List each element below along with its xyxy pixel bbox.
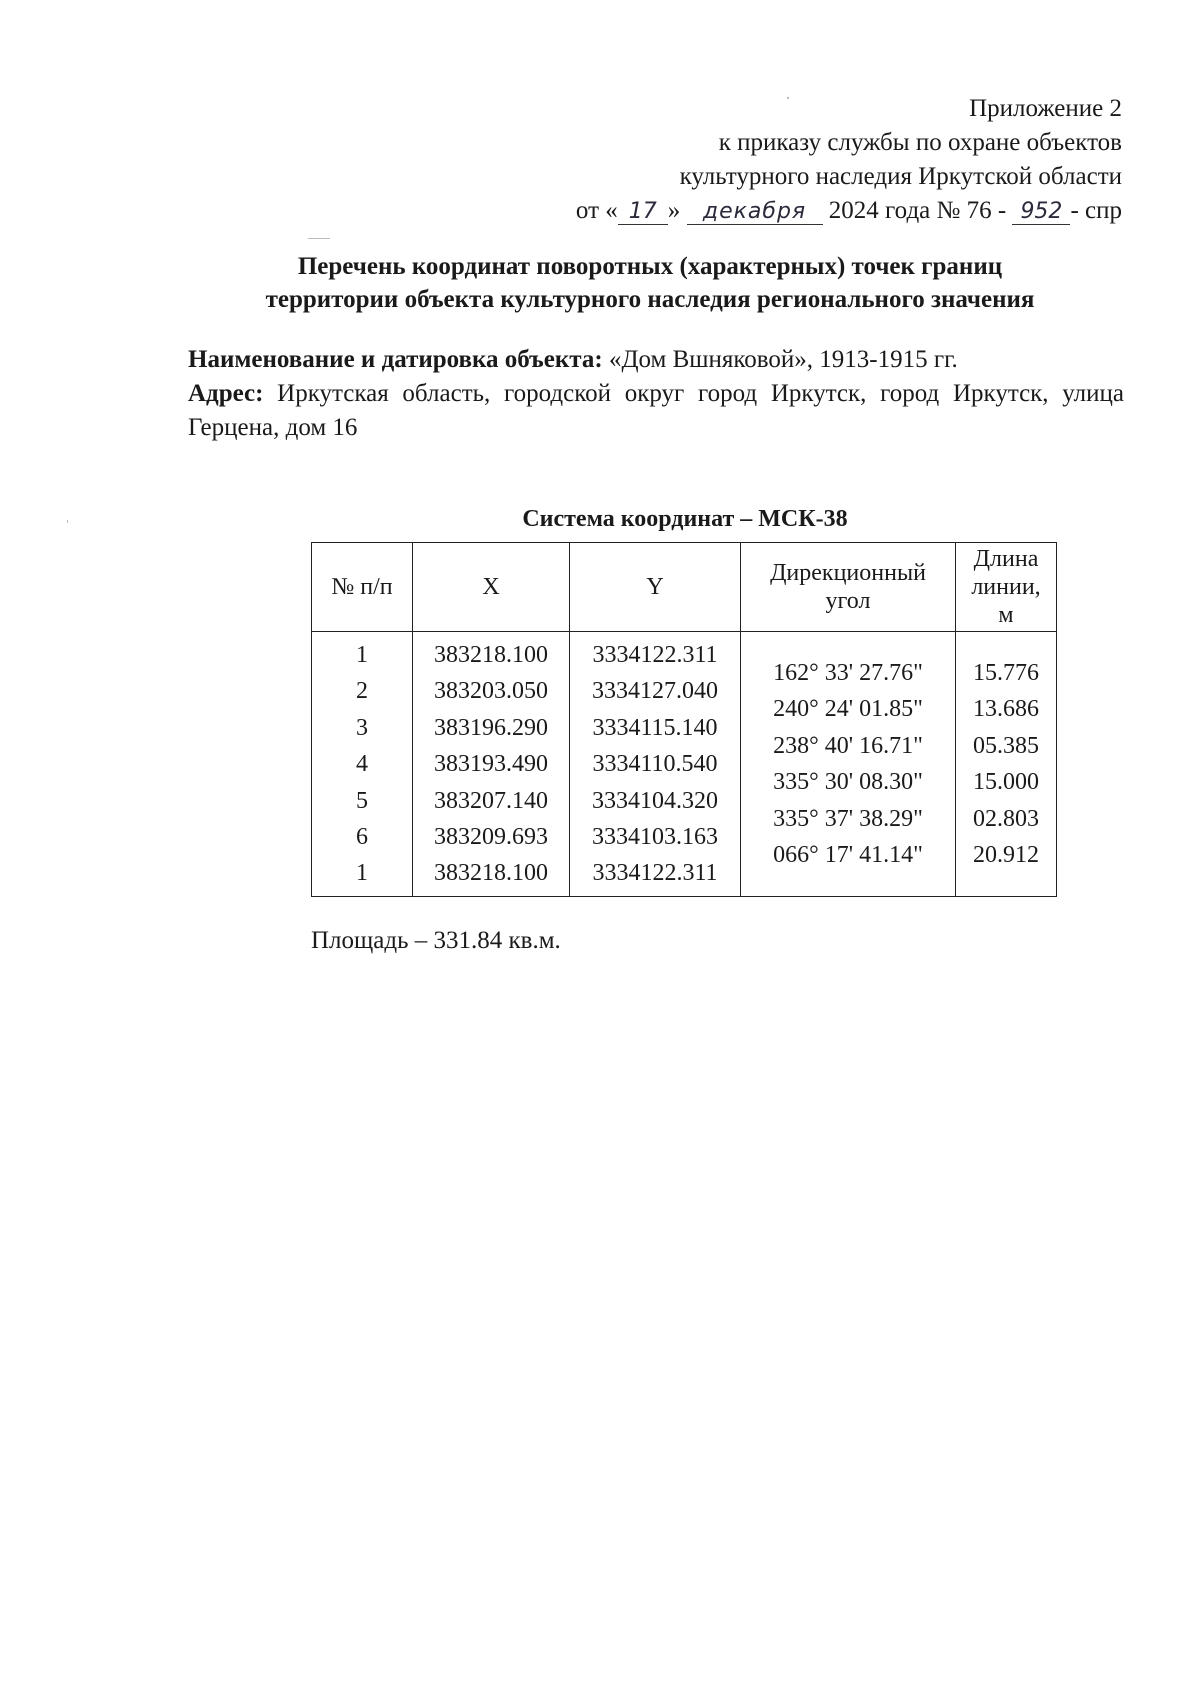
- order-suffix: - спр: [1070, 197, 1122, 224]
- point-number-cell: 4: [356, 751, 368, 778]
- object-address-line: [188, 377, 1124, 445]
- column-length: [956, 632, 1057, 897]
- point-x-cell: 383218.100: [434, 642, 548, 668]
- line-length-cell: 15.776: [973, 660, 1039, 686]
- point-y-cell: 3334127.040: [592, 678, 718, 705]
- line-length-cell: 20.912: [973, 841, 1039, 868]
- direction-angle-cell: 162° 33' 27.76": [773, 660, 923, 686]
- direction-angle-cell: 238° 40' 16.71": [773, 732, 923, 759]
- point-number-cell: 6: [356, 823, 368, 850]
- column-number: [312, 632, 413, 897]
- point-x-cell: 383193.490: [434, 751, 548, 778]
- title-line-2: территории объекта культурного наследия регионального значения: [265, 286, 1035, 313]
- column-y: [570, 632, 741, 897]
- point-number-cell: 1: [356, 860, 368, 887]
- handwritten-order-number: 952: [1012, 200, 1070, 225]
- table-header-row: [312, 543, 1057, 632]
- header-line-length: [956, 543, 1057, 632]
- coordinates-table: [311, 542, 1057, 897]
- point-number-cell: 5: [356, 787, 368, 814]
- header-direction-angle-text: Дирекционный угол: [770, 560, 926, 614]
- column-angle: [741, 632, 956, 897]
- point-y-cell: 3334115.140: [592, 714, 718, 741]
- point-y-cell: 3334122.311: [592, 860, 718, 887]
- point-x-cell: 383207.140: [434, 787, 548, 814]
- point-x-cell: 383196.290: [434, 714, 548, 741]
- appendix-date-line: [576, 194, 1122, 228]
- object-name-line: [188, 343, 1124, 377]
- object-name-label: Наименование и датировка объекта:: [188, 346, 603, 373]
- header-y: Y: [570, 543, 741, 632]
- title-line-1: Перечень координат поворотных (характерных) точек границ: [297, 253, 1003, 280]
- point-x-cell: 383218.100: [434, 860, 548, 887]
- point-x-cell: 383209.693: [434, 823, 548, 850]
- object-name-value: «Дом Вшняковой», 1913-1915 гг.: [608, 346, 958, 373]
- scan-speck: [67, 520, 68, 523]
- direction-angle-cell: 240° 24' 01.85": [773, 696, 923, 723]
- direction-angle-cell: 335° 37' 38.29": [773, 805, 923, 832]
- document-title: [150, 250, 1150, 316]
- appendix-number: Приложение 2: [969, 95, 1122, 122]
- point-y-cell: 3334110.540: [592, 751, 718, 778]
- line-length-cell: 02.803: [973, 805, 1039, 832]
- scan-speck: [308, 238, 330, 239]
- table-body-row: [312, 632, 1057, 897]
- scan-speck: [787, 97, 789, 99]
- direction-angle-cell: 066° 17' 41.14": [773, 841, 923, 868]
- date-prefix: от «: [575, 197, 618, 224]
- point-number-cell: 3: [356, 714, 368, 741]
- handwritten-month: декабря: [687, 200, 823, 225]
- header-x: X: [413, 543, 570, 632]
- point-y-cell: 3334122.311: [592, 642, 718, 668]
- point-y-cell: 3334104.320: [592, 787, 718, 814]
- year-and-order-prefix: 2024 года № 76 -: [828, 197, 1007, 224]
- point-number-cell: 1: [356, 642, 368, 668]
- point-y-cell: 3334103.163: [592, 823, 718, 850]
- area-total: Площадь – 331.84 кв.м.: [311, 927, 561, 954]
- header-direction-angle: [741, 543, 956, 632]
- line-length-cell: 15.000: [973, 769, 1039, 796]
- column-x: [413, 632, 570, 897]
- handwritten-day: 17: [618, 200, 668, 225]
- object-address-value: Иркутская область, городской округ город Иркутск, город Иркутск, улица Герцена, дом 16: [188, 380, 1125, 441]
- point-number-cell: 2: [356, 678, 368, 705]
- point-x-cell: 383203.050: [434, 678, 548, 705]
- direction-angle-cell: 335° 30' 08.30": [773, 769, 923, 796]
- object-info: [188, 343, 1124, 445]
- header-line-length-text: Длина линии, м: [971, 546, 1041, 628]
- appendix-order-ref: к приказу службы по охране объектов: [718, 129, 1122, 156]
- header-number: № п/п: [312, 543, 413, 632]
- coordinate-system-title: Система координат – МСК-38: [522, 506, 848, 532]
- object-address-label: Адрес:: [188, 380, 264, 407]
- date-mid: »: [667, 197, 681, 224]
- appendix-header: [576, 92, 1122, 228]
- line-length-cell: 05.385: [973, 732, 1039, 759]
- appendix-authority: культурного наследия Иркутской области: [679, 163, 1122, 190]
- line-length-cell: 13.686: [973, 696, 1039, 723]
